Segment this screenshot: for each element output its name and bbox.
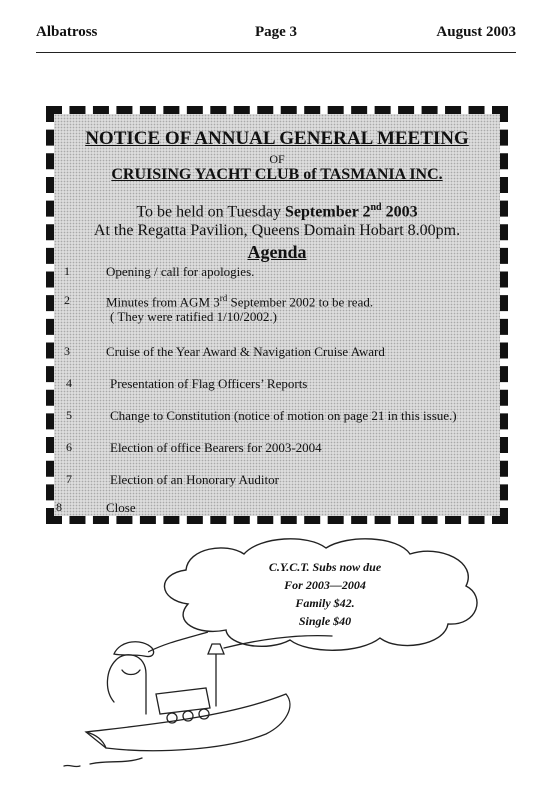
agenda-item-2-post: September 2002 to be read.	[227, 294, 374, 310]
meeting-date-prefix: To be held on Tuesday	[136, 203, 286, 221]
agenda-item-6: Election of office Bearers for 2003-2004	[110, 440, 322, 455]
agenda-number-1: 1	[64, 264, 70, 278]
agenda-item-3: Cruise of the Year Award & Navigation Cruise Award	[106, 344, 385, 359]
agenda-number-2: 2	[64, 293, 70, 307]
agenda-item-8: Close	[106, 500, 136, 515]
subs-line-4: Single $40	[298, 614, 352, 628]
issue-date: August 2003	[436, 24, 516, 40]
meeting-date-sup: nd	[370, 202, 382, 213]
agenda-number-7: 7	[66, 472, 72, 486]
agenda-item-7: Election of an Honorary Auditor	[110, 472, 279, 487]
sailor-boat-illustration	[56, 614, 336, 774]
agm-notice-box	[46, 106, 508, 524]
meeting-location-line: At the Regatta Pavilion, Queens Domain Hobart 8.00pm.	[93, 222, 461, 239]
subs-line-2: For 2003—2004	[284, 578, 366, 592]
agenda-number-4: 4	[66, 376, 72, 390]
header-rule	[36, 52, 516, 53]
meeting-date-bold: September 2	[285, 203, 371, 221]
agenda-number-6: 6	[66, 440, 72, 454]
page-header	[36, 24, 516, 48]
agenda-item-2-sup: rd	[219, 293, 228, 303]
club-name: CRUISING YACHT CLUB of TASMANIA INC.	[111, 166, 443, 183]
agenda-number-5: 5	[66, 408, 72, 422]
notice-title: NOTICE OF ANNUAL GENERAL MEETING	[85, 128, 469, 149]
agenda-item-1: Opening / call for apologies.	[106, 264, 255, 279]
agenda-item-4: Presentation of Flag Officers’ Reports	[110, 376, 308, 391]
meeting-date-line	[54, 202, 500, 221]
agenda-number-8: 8	[56, 500, 62, 514]
subs-line-3: Family $42.	[295, 596, 355, 610]
agenda-item-5: Change to Constitution (notice of motion on page 21 in this issue.)	[110, 408, 457, 423]
subs-line-1: C.Y.C.T. Subs now due	[268, 560, 382, 574]
meeting-date-year: 2003	[381, 203, 418, 221]
agenda-item-2-note: ( They were ratified 1/10/2002.)	[110, 309, 277, 324]
agenda-item-2	[106, 293, 373, 310]
agenda-number-3: 3	[64, 344, 70, 358]
agenda-heading: Agenda	[247, 242, 307, 262]
agenda-item-2-pre: Minutes from AGM 3	[106, 294, 220, 310]
notice-of: OF	[269, 152, 285, 166]
newsletter-name: Albatross	[36, 24, 98, 40]
page-number: Page 3	[254, 24, 298, 40]
